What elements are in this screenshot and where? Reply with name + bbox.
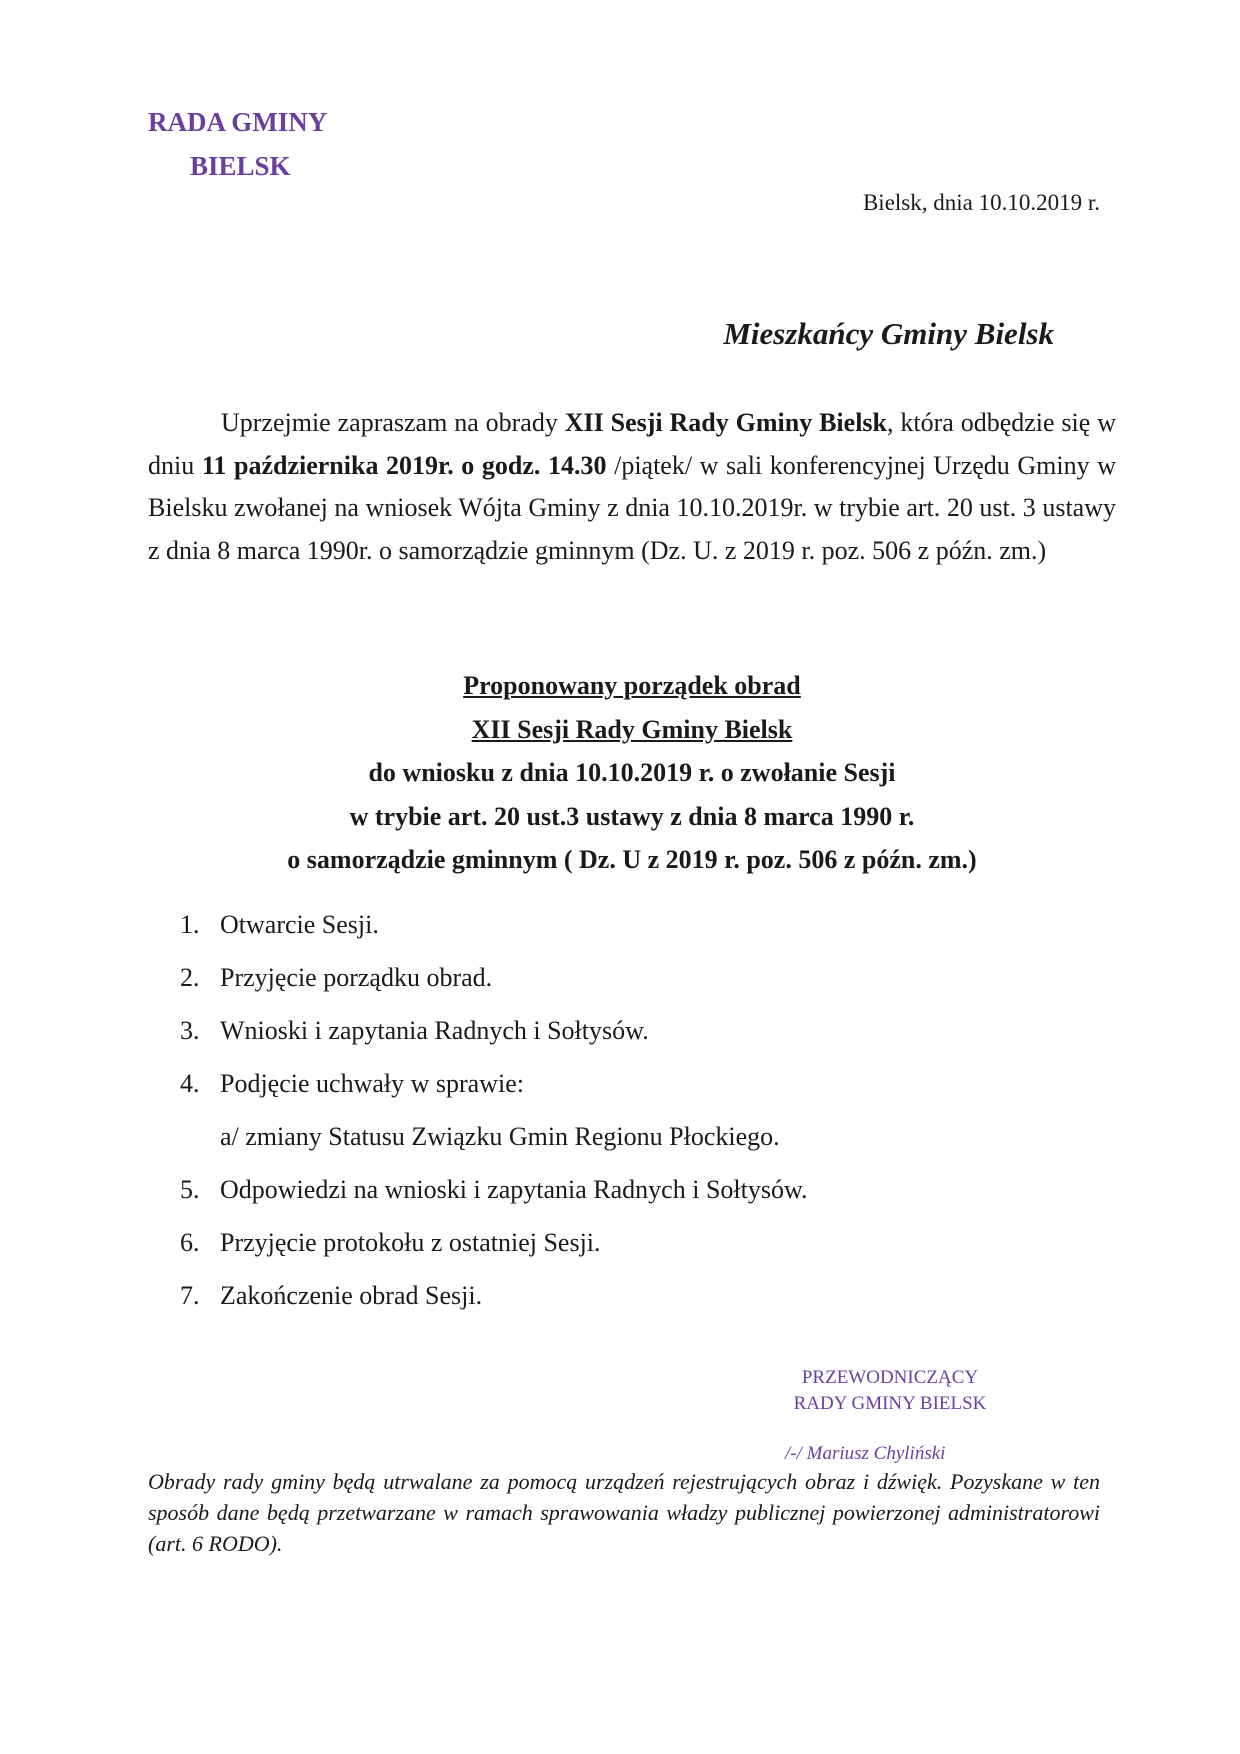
rodo-notice: Obrady rady gminy będą utrwalane za pomocą urządzeń rejestrujących obraz i dźwięk. Pozyskane w ten sposób dane będą przetwarzane w ramach sprawowania władzy publicznej powierzonej administratorowi (art. 6 RODO). — [148, 1469, 1100, 1556]
agenda-item-text: Przyjęcie protokołu z ostatniej Sesji. — [220, 1228, 601, 1257]
signatory-name: /-/ Mariusz Chyliński — [785, 1443, 946, 1464]
agenda-item — [180, 1016, 808, 1069]
agenda-heading — [148, 664, 1116, 882]
agenda-item-text: Zakończenie obrad Sesji. — [220, 1281, 483, 1310]
invitation-paragraph — [148, 402, 1116, 572]
agenda-item-text: Przyjęcie porządku obrad. — [220, 963, 493, 992]
signature-block — [760, 1365, 1020, 1467]
agenda-item — [180, 1228, 808, 1281]
agenda-session: XII Sesji Rady Gminy Bielsk — [471, 714, 793, 744]
agenda-item-number: 3. — [180, 1016, 200, 1045]
agenda-subitem — [180, 1122, 808, 1175]
document-date: Bielsk, dnia 10.10.2019 r. — [862, 190, 1100, 215]
agenda-item — [180, 1281, 808, 1334]
agenda-item-number: 4. — [180, 1069, 200, 1098]
agenda-subitem-text: a/ zmiany Statusu Związku Gmin Regionu Płockiego. — [220, 1122, 780, 1151]
agenda-item — [180, 963, 808, 1016]
agenda-heading-line3: do wniosku z dnia 10.10.2019 r. o zwołanie Sesji — [368, 758, 896, 787]
agenda-heading-line5: o samorządzie gminnym ( Dz. U z 2019 r. poz. 506 z późn. zm.) — [287, 845, 977, 874]
intro-text-1: Uprzejmie zapraszam na obrady — [221, 408, 565, 437]
agenda-item-number: 5. — [180, 1175, 200, 1204]
agenda-title: Proponowany porządek obrad — [463, 671, 801, 700]
addressee: Mieszkańcy Gminy Bielsk — [723, 316, 1054, 351]
agenda-item-text: Podjęcie uchwały w sprawie: — [220, 1069, 524, 1098]
intro-text-2: , która odbędzie się w dniu — [148, 408, 1116, 480]
signature-title-line2: RADY GMINY BIELSK — [793, 1393, 987, 1414]
agenda-item-number: 1. — [180, 910, 200, 939]
agenda-heading-line4: w trybie art. 20 ust.3 ustawy z dnia 8 marca 1990 r. — [349, 801, 915, 831]
agenda-item-text: Wnioski i zapytania Radnych i Sołtysów. — [220, 1016, 649, 1045]
intro-text-3: /piątek/ w sali konferencyjnej Urzędu Gminy w Bielsku zwołanej na wniosek Wójta Gminy z dnia 10.10.2019r. w trybie art. 20 ust. 3 ustawy z dnia 8 marca 1990r. o samorządzie gminnym (Dz. U. z 2019 r. poz. 506 z późn. zm.) — [148, 450, 1116, 565]
agenda-item-number: 7. — [180, 1281, 200, 1310]
session-name: XII Sesji Rady Gminy Bielsk — [564, 408, 887, 437]
signature-title-line1: PRZEWODNICZĄCY — [801, 1367, 979, 1388]
agenda-list — [180, 910, 808, 1334]
agenda-item-number: 6. — [180, 1228, 200, 1257]
agenda-item-text: Odpowiedzi na wnioski i zapytania Radnych i Sołtysów. — [220, 1175, 808, 1204]
org-name-line1: RADA GMINY — [148, 107, 328, 137]
session-date: 11 października 2019r. o godz. 14.30 — [201, 450, 607, 480]
org-name-line2: BIELSK — [190, 151, 291, 181]
agenda-item — [180, 1069, 808, 1122]
agenda-item-number: 2. — [180, 963, 200, 992]
agenda-item — [180, 910, 808, 963]
agenda-item-text: Otwarcie Sesji. — [220, 910, 379, 939]
agenda-item — [180, 1175, 808, 1228]
organization-header — [148, 100, 327, 188]
